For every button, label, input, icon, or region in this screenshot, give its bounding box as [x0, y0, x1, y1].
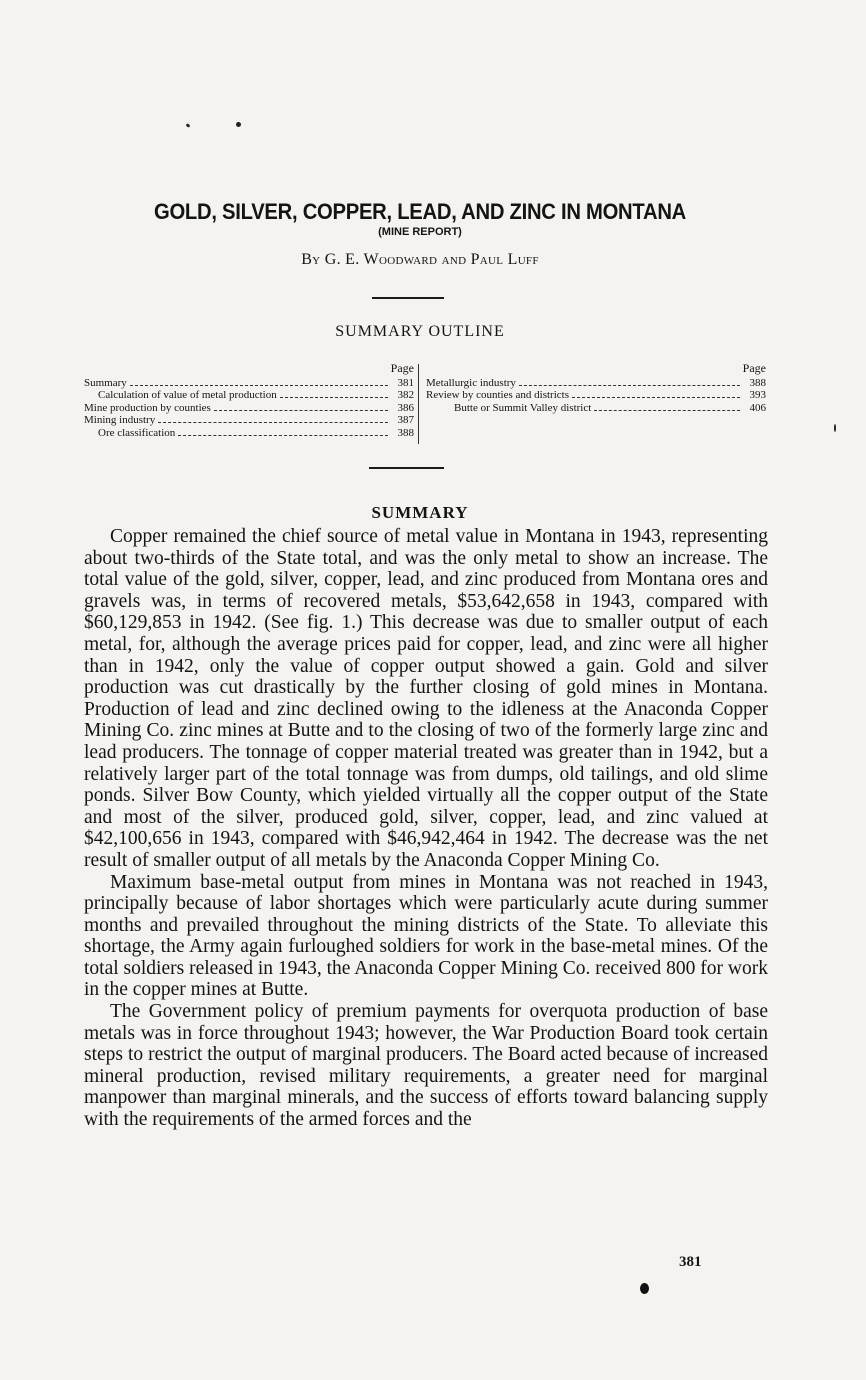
scan-speck [236, 122, 241, 127]
toc-entry-page: 386 [397, 401, 414, 414]
toc-entry [84, 377, 414, 390]
toc-leader [178, 435, 388, 436]
toc-page-label: Page [742, 361, 766, 375]
toc-entry-page: 381 [397, 376, 414, 389]
toc-leader [594, 410, 740, 411]
toc-entry-page: 406 [749, 401, 766, 414]
toc-entry-page: 388 [749, 376, 766, 389]
toc-entry [84, 427, 414, 440]
toc-entry-label: Ore classification [98, 426, 176, 439]
scan-dot [640, 1283, 649, 1294]
title-rule [372, 297, 444, 299]
toc-entry-label: Butte or Summit Valley district [454, 401, 592, 414]
toc-entry [84, 402, 414, 415]
toc-entry [426, 402, 766, 415]
body-paragraph: Maximum base-metal output from mines in Montana was not reached in 1943, principally because of labor shortages which were particularly acute during summer months and prevailed throughout the mining districts of the State. To alleviate this shortage, the Army again furloughed soldiers for work in the base-metal mines. Of the total soldiers released in 1943, the Anaconda Copper Mining Co. received 800 for work in the copper mines at Butte. [84, 871, 768, 1001]
toc-entry-page: 393 [749, 389, 766, 401]
summary-heading: SUMMARY [371, 503, 469, 523]
toc-leader [280, 397, 388, 398]
summary-body [84, 526, 768, 1131]
toc-divider [418, 364, 419, 444]
toc-leader [572, 397, 740, 398]
document-subtitle: (MINE REPORT) [378, 226, 462, 238]
toc-entry-label: Metallurgic industry [426, 376, 516, 389]
body-paragraph: The Government policy of premium payments for overquota production of base metals was in force throughout 1943; however, the War Production Board took certain steps to restrict the output of marginal producers. The Board acted because of increased mineral production, revised military requirements, a greater need for marginal manpower than marginal minerals, and the success of efforts toward balancing supply with the requirements of the armed forces and the [84, 1001, 768, 1131]
page-number: 381 [679, 1254, 702, 1270]
toc-entry-label: Mining industry [84, 414, 156, 426]
toc-leader [130, 385, 388, 386]
toc-leader [519, 385, 740, 386]
toc-entry [84, 389, 414, 402]
toc-entry-label: Review by counties and districts [426, 389, 569, 401]
toc-leader [158, 422, 388, 423]
toc-entry-page: 387 [397, 414, 414, 426]
toc-entry [426, 377, 766, 390]
scan-speck [186, 123, 191, 128]
toc-entry [426, 389, 766, 402]
toc-entry-label: Calculation of value of metal production [98, 389, 277, 401]
toc-entry-page: 382 [397, 389, 414, 401]
toc-entry-page: 388 [397, 426, 414, 439]
summary-outline-heading: SUMMARY OUTLINE [335, 323, 505, 340]
toc-entry-label: Mine production by counties [84, 401, 211, 414]
toc-right-column [426, 362, 766, 414]
scan-speck [834, 424, 836, 432]
toc-page-label: Page [390, 361, 414, 375]
toc-entry-label: Summary [84, 376, 127, 389]
outline-rule [369, 467, 444, 469]
document-byline: By G. E. Woodward and Paul Luff [301, 251, 539, 268]
document-title: GOLD, SILVER, COPPER, LEAD, AND ZINC IN MONTANA [153, 198, 687, 224]
toc-leader [214, 410, 388, 411]
body-paragraph: Copper remained the chief source of metal value in Montana in 1943, representing about two-thirds of the State total, and was the only metal to show an increase. The total value of the gold, silver, copper, lead, and zinc produced from Montana ores and gravels was, in terms of recovered metals, $53,642,658 in 1943, compared with $60,129,853 in 1942. (See fig. 1.) This decrease was due to smaller output of each metal, for, although the average prices paid for copper, lead, and zinc were all higher than in 1942, only the value of copper output showed a gain. Gold and silver production was cut drastically by the further closing of gold mines in Montana. Production of lead and zinc declined owing to the idleness at the Anaconda Copper Mining Co. zinc mines at Butte and to the closing of two of the formerly large zinc and lead producers. The tonnage of copper material treated was greater than in 1942, but a relatively larger part of the total tonnage was from dumps, old tailings, and old slime ponds. Silver Bow County, which yielded virtually all the copper output of the State and most of the silver, produced gold, silver, copper, lead, and zinc valued at $42,100,656 in 1943, compared with $46,942,464 in 1942. The decrease was the net result of smaller output of all metals by the Anaconda Copper Mining Co. [84, 526, 768, 871]
toc-entry [84, 414, 414, 427]
toc-left-column [84, 362, 414, 439]
